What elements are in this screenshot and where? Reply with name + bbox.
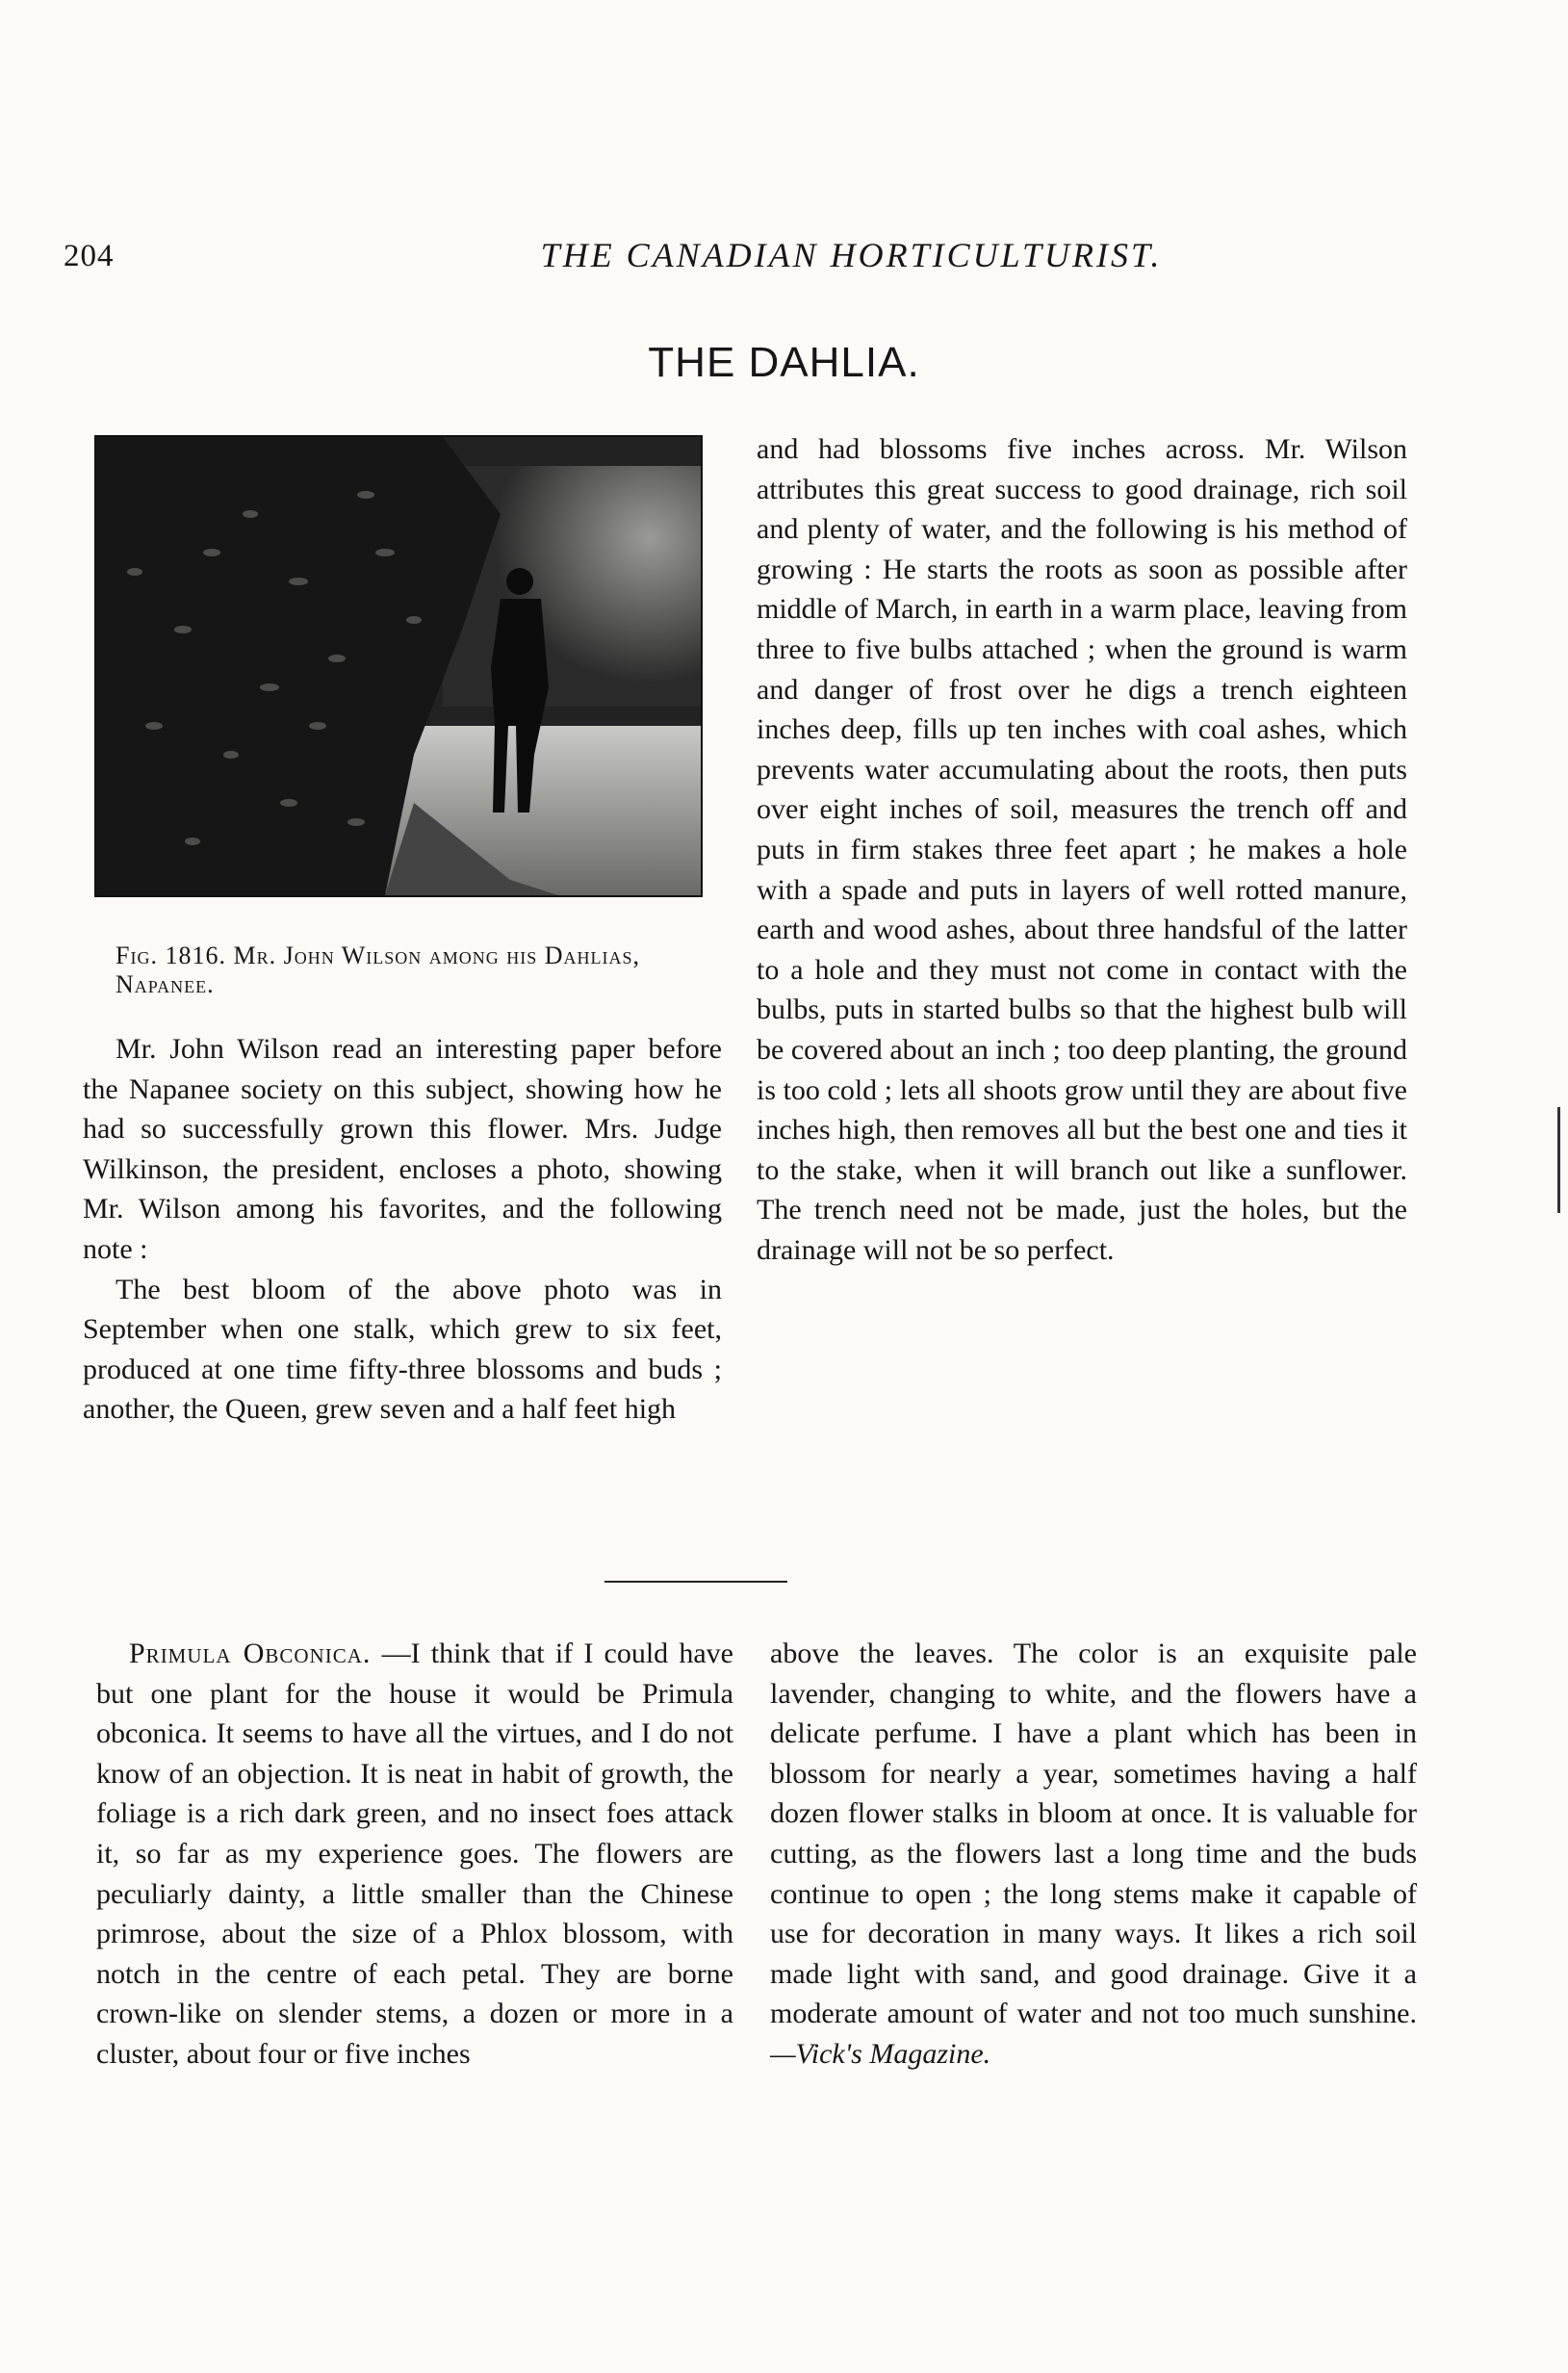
- dahlia-paragraph-note-part1: The best bloom of the above photo was in September when one stalk, which grew to six feet, produced at one time fifty-three blossoms and buds ; another, the Queen, grew seven and a half feet high: [83, 1273, 722, 1426]
- page-number: 204: [64, 239, 115, 273]
- section-divider: [604, 1581, 787, 1583]
- running-title: THE CANADIAN HORTICULTURIST.: [540, 236, 1163, 274]
- primula-source: —Vick's Magazine.: [770, 2037, 991, 2070]
- article-title: THE DAHLIA.: [648, 339, 920, 386]
- primula-column-right: [770, 1634, 1417, 2075]
- dahlia-column-right: [757, 429, 1407, 1270]
- primula-paragraph-part2: [770, 1634, 1417, 2075]
- dahlia-column-left: [83, 1029, 722, 1430]
- dahlia-paragraph-note-part2: and had blossoms five inches across. Mr. Wilson attributes this great success to good drainage, rich soil and plenty of water, and the following is his method of growing : He starts the roots as soon as possible after middle of March, in earth in a warm place, leaving from three to five bulbs attached ; when the ground is warm and danger of frost over he digs a trench eighteen inches deep, fills up ten inches with coal ashes, which prevents water accumulating about the roots, then puts over eight inches of soil, measures the trench off and puts in firm stakes three feet apart ; he makes a hole with a spade and puts in layers of well rotted manure, earth and wood ashes, about three handsful of the latter to a hole and they must not come in contact with the bulbs, puts in started bulbs so that the highest bulb will be covered about an inch ; too deep planting, the ground is too cold ; lets all shoots grow until they are about five inches high, then removes all but the best one and ties it to the stake, when it will branch out like a sunflower. The trench need not be made, just the holes, but the drainage will not be so perfect.: [757, 433, 1407, 1266]
- primula-lead: Primula Obconica.: [129, 1638, 372, 1669]
- dahlia-paragraph-intro: Mr. John Wilson read an interesting paper before the Napanee society on this subject, showing how he had so successfully grown this flower. Mrs. Judge Wilkinson, the president, encloses a photo, showing Mr. Wilson among his favorites, and the following note :: [83, 1033, 722, 1265]
- scan-edge-mark: [1557, 1107, 1560, 1213]
- photo-illustration: [96, 437, 701, 895]
- primula-text-b: above the leaves. The color is an exquisite pale lavender, changing to white, and the flowers have a delicate perfume. I have a plant which has been in blossom for nearly a year, sometimes having a half dozen flower stalks in bloom at once. It is valuable for cutting, as the flowers last a long time and the buds continue to open ; the long stems make it capable of use for decoration in many ways. It likes a rich soil made light with sand, and good drainage. Give it a moderate amount of water and not too much sunshine.: [770, 1638, 1417, 2030]
- figure-caption: Fig. 1816. Mr. John Wilson among his Dahlias, Napanee.: [116, 941, 641, 998]
- dahlia-photo: [94, 435, 703, 897]
- primula-column-left: [96, 1634, 733, 2075]
- primula-text-a: —I think that if I could have but one plant for the house it would be Primula obconica. It seems to have all the virtues, and I do not know of an objection. It is neat in habit of growth, the foliage is a rich dark green, and no insect foes attack it, so far as my experience goes. The flowers are peculiarly dainty, a little smaller than the Chinese primrose, about the size of a Phlox blossom, with notch in the centre of each petal. They are borne crown-like on slender stems, a dozen or more in a cluster, about four or five inches: [96, 1638, 733, 2070]
- primula-paragraph-part1: [96, 1634, 733, 2075]
